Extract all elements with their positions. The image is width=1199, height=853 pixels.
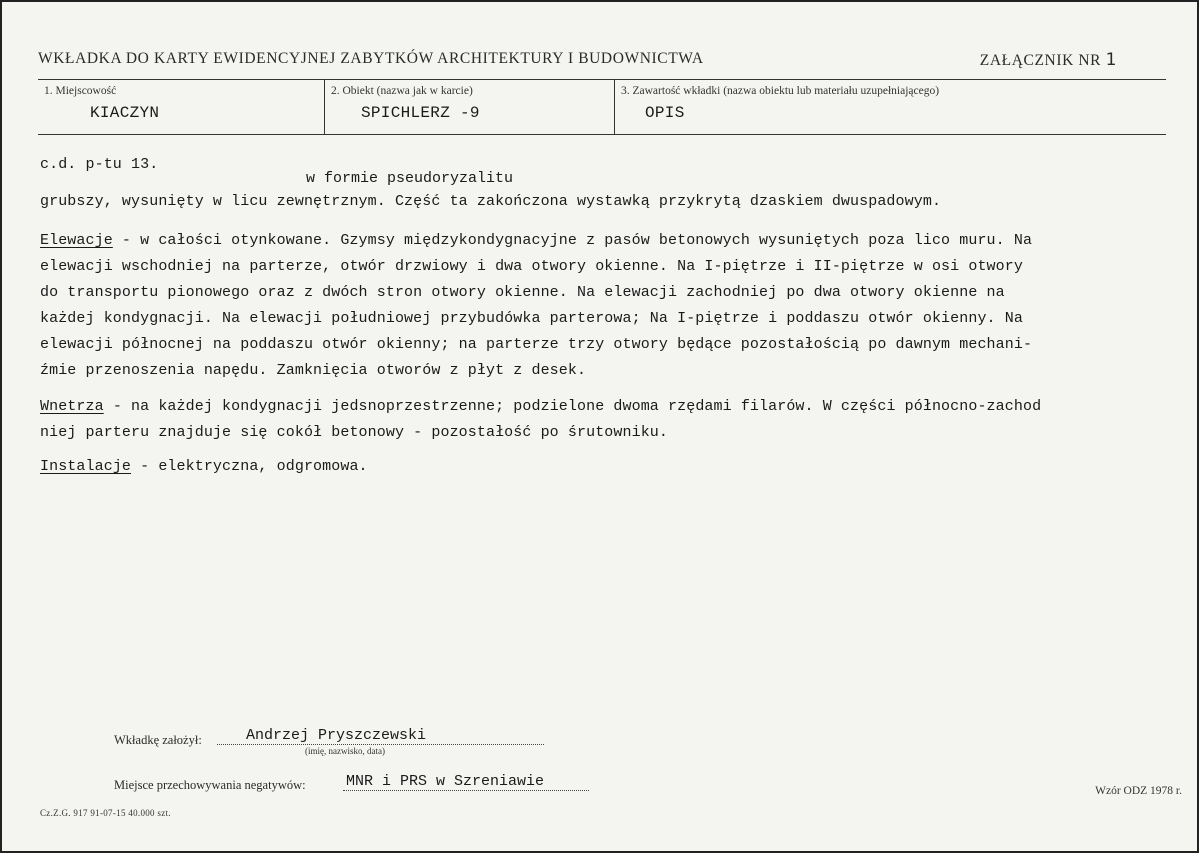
field-locality [38, 80, 324, 134]
created-by-label: Wkładkę założył: [114, 733, 202, 747]
field-locality-label: 1. Miejscowość [44, 85, 117, 97]
elewacje-line-3: do transportu pionowego oraz z dwóch stron otwory okienne. Na elewacji zachodniej po dwa otwory okienne na [40, 284, 1005, 301]
wnetrza-text-1: - na każdej kondygnacji jedsnoprzestrzenne; podzielone dwoma rzędami filarów. W części północno-zachod [103, 398, 1042, 415]
wnetrza-line-2: niej parteru znajduje się cokół betonowy - pozostałość po śrutowniku. [40, 424, 669, 441]
instalacje-heading: Instalacje [40, 458, 132, 475]
wnetrza-heading: Wnetrza [40, 398, 104, 415]
field-locality-value: KIACZYN [90, 104, 160, 122]
annex-label [980, 50, 1117, 70]
continuation-note: c.d. p-tu 13. [40, 156, 159, 173]
field-content-label: 3. Zawartość wkładki (nazwa obiektu lub materiału uzupełniającego) [621, 85, 940, 97]
field-content-value: OPIS [645, 104, 685, 122]
elewacje-text-1: - w całości otynkowane. Gzymsy międzykondygnacyjne z pasów betonowych wysuniętych poza lico muru. Na [112, 232, 1033, 249]
field-object-label: 2. Obiekt (nazwa jak w karcie) [331, 85, 473, 97]
form-model: Wzór ODZ 1978 r. [1095, 785, 1182, 797]
created-by-hint: (imię, nazwisko, data) [305, 746, 385, 756]
body-line-1: grubszy, wysunięty w licu zewnętrznym. Część ta zakończona wystawką przykrytą dzaskiem dwuspadowym. [40, 193, 942, 210]
wnetrza-line-1 [40, 398, 1041, 415]
negatives-dotted-line [343, 790, 589, 791]
instalacje-text: - elektryczna, odgromowa. [131, 458, 368, 475]
elewacje-line-5: elewacji północnej na poddaszu otwór okienny; na parterze trzy otwory będące pozostałością po dawnym mechani- [40, 336, 1033, 353]
elewacje-line-2: elewacji wschodniej na parterze, otwór drzwiowy i dwa otwory okienne. Na I-piętrze i II-piętrze w osi otwory [40, 258, 1023, 275]
elewacje-line-6: źmie przenoszenia napędu. Zamknięcia otworów z płyt z desek. [40, 362, 587, 379]
negatives-value: MNR i PRS w Szreniawie [346, 773, 545, 790]
instalacje-line [40, 458, 368, 475]
elewacje-line-1 [40, 232, 1032, 249]
annex-number: 1 [1105, 50, 1117, 70]
field-object-value: SPICHLERZ -9 [361, 104, 480, 122]
annex-label-text: ZAŁĄCZNIK NR [979, 52, 1102, 69]
field-content [614, 80, 1166, 134]
elewacje-heading: Elewacje [40, 232, 113, 249]
fields-table [38, 79, 1166, 135]
elewacje-line-4: każdej kondygnacji. Na elewacji południowej przybudówka parterowa; Na I-piętrze i poddaszu otwór okienny. Na [40, 310, 1023, 327]
print-code: Cz.Z.G. 917 91-07-15 40.000 szt. [40, 808, 171, 818]
created-by-dotted-line [217, 744, 544, 745]
field-object [324, 80, 614, 134]
form-title: WKŁADKA DO KARTY EWIDENCYJNEJ ZABYTKÓW ARCHITEKTURY I BUDOWNICTWA [38, 50, 704, 67]
negatives-label: Miejsce przechowywania negatywów: [114, 778, 306, 792]
created-by-value: Andrzej Pryszczewski [246, 727, 427, 744]
handwritten-insert: w formie pseudoryzalitu [306, 170, 514, 187]
